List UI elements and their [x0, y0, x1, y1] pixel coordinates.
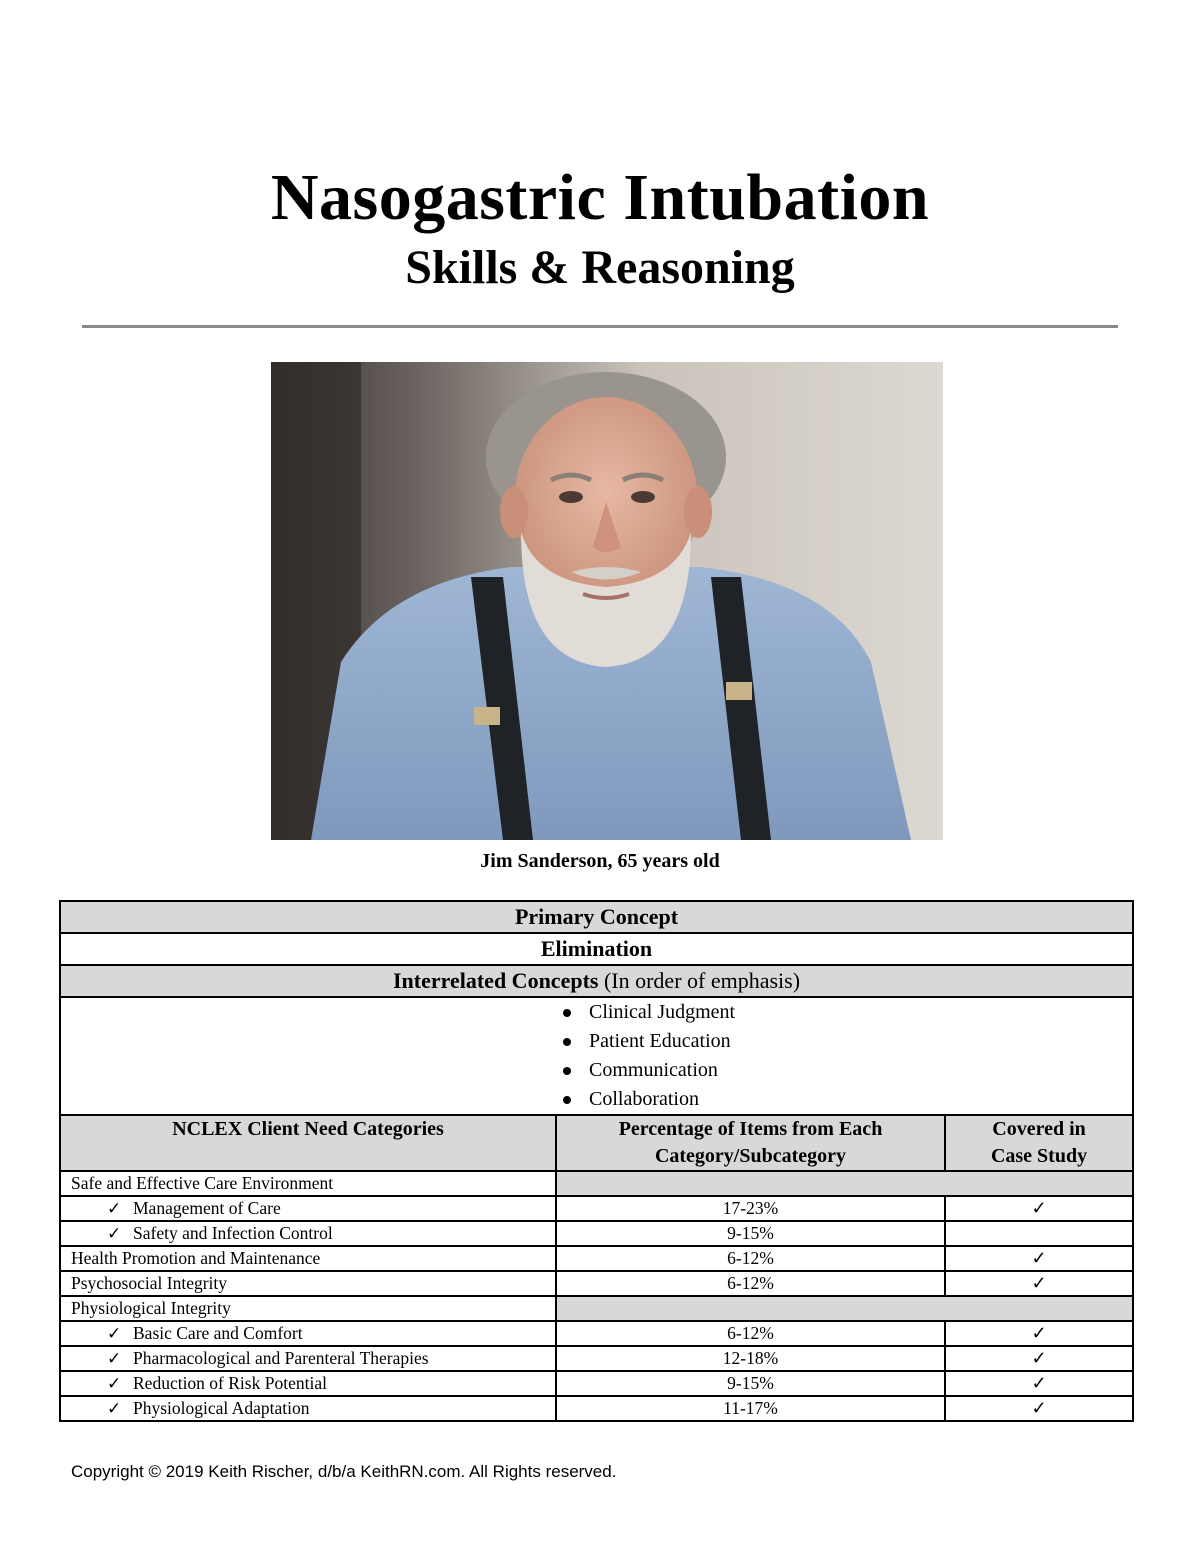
- table-row: [60, 1221, 1133, 1246]
- interrelated-concepts-list: [60, 997, 1133, 1115]
- column-header-covered: [945, 1115, 1133, 1171]
- check-icon: ✓: [107, 1399, 122, 1418]
- percentage-cell: 11-17%: [556, 1396, 945, 1421]
- column-header-text: Percentage of Items from Each: [618, 1118, 883, 1140]
- table-row: [60, 1196, 1133, 1221]
- column-header-text: Category/Subcategory: [654, 1145, 847, 1167]
- check-icon: ✓: [107, 1224, 122, 1243]
- column-header-text: NCLEX Client Need Categories: [172, 1118, 444, 1140]
- subcategory-cell: [60, 1371, 556, 1396]
- patient-photo: [271, 362, 943, 840]
- category-shaded-cell: [556, 1296, 1133, 1321]
- check-icon: ✓: [107, 1324, 122, 1343]
- list-item: Communication: [563, 1056, 1122, 1085]
- covered-check-icon: ✓: [945, 1321, 1133, 1346]
- covered-check-icon: ✓: [945, 1371, 1133, 1396]
- subcategory-cell: [60, 1346, 556, 1371]
- interrelated-concepts-header: [60, 965, 1133, 997]
- concepts-table: [59, 900, 1134, 1422]
- interrelated-label: Interrelated Concepts: [392, 968, 599, 993]
- table-row: [60, 1296, 1133, 1321]
- percentage-cell: 6-12%: [556, 1246, 945, 1271]
- column-header-text: Case Study: [990, 1145, 1088, 1167]
- percentage-cell: 17-23%: [556, 1196, 945, 1221]
- percentage-cell: 12-18%: [556, 1346, 945, 1371]
- table-row: [60, 1396, 1133, 1421]
- subcategory-cell: [60, 1196, 556, 1221]
- column-header-percentage: [556, 1115, 945, 1171]
- covered-cell: [945, 1221, 1133, 1246]
- table-row: [60, 1246, 1133, 1271]
- subcategory-label: Safety and Infection Control: [133, 1223, 333, 1243]
- percentage-cell: 6-12%: [556, 1271, 945, 1296]
- subcategory-label: Basic Care and Comfort: [133, 1323, 303, 1343]
- column-header-category: [60, 1115, 556, 1171]
- copyright-footer: Copyright © 2019 Keith Rischer, d/b/a KeithRN.com. All Rights reserved.: [71, 1462, 617, 1481]
- check-icon: ✓: [107, 1349, 122, 1368]
- percentage-cell: 6-12%: [556, 1321, 945, 1346]
- list-item: Patient Education: [563, 1027, 1122, 1056]
- subcategory-label: Management of Care: [133, 1198, 281, 1218]
- interrelated-note: (In order of emphasis): [598, 968, 801, 993]
- table-row: [60, 1321, 1133, 1346]
- covered-check-icon: ✓: [945, 1246, 1133, 1271]
- list-item: Collaboration: [563, 1085, 1122, 1114]
- category-shaded-cell: [556, 1171, 1133, 1196]
- subcategory-cell: [60, 1321, 556, 1346]
- title-divider: [82, 325, 1118, 328]
- percentage-cell: 9-15%: [556, 1221, 945, 1246]
- category-label: Physiological Integrity: [60, 1296, 556, 1321]
- covered-check-icon: ✓: [945, 1346, 1133, 1371]
- patient-caption: Jim Sanderson, 65 years old: [480, 850, 720, 872]
- primary-concept-label: Primary Concept: [60, 901, 1133, 933]
- table-row: [60, 1171, 1133, 1196]
- table-row: [60, 1346, 1133, 1371]
- subcategory-label: Pharmacological and Parenteral Therapies: [133, 1348, 429, 1368]
- category-label: Health Promotion and Maintenance: [60, 1246, 556, 1271]
- covered-check-icon: ✓: [945, 1396, 1133, 1421]
- table-row: [60, 1371, 1133, 1396]
- subcategory-label: Reduction of Risk Potential: [133, 1373, 327, 1393]
- covered-check-icon: ✓: [945, 1271, 1133, 1296]
- check-icon: ✓: [107, 1199, 122, 1218]
- column-header-text: Covered in: [992, 1118, 1086, 1140]
- subcategory-cell: [60, 1396, 556, 1421]
- subcategory-label: Physiological Adaptation: [133, 1398, 310, 1418]
- table-row: [60, 1271, 1133, 1296]
- list-item: Clinical Judgment: [563, 998, 1122, 1027]
- primary-concept-value: Elimination: [60, 933, 1133, 965]
- category-label: Psychosocial Integrity: [60, 1271, 556, 1296]
- document-title: Nasogastric Intubation: [270, 161, 930, 234]
- covered-check-icon: ✓: [945, 1196, 1133, 1221]
- percentage-cell: 9-15%: [556, 1371, 945, 1396]
- category-label: Safe and Effective Care Environment: [60, 1171, 556, 1196]
- check-icon: ✓: [107, 1374, 122, 1393]
- subcategory-cell: [60, 1221, 556, 1246]
- document-subtitle: Skills & Reasoning: [405, 241, 795, 294]
